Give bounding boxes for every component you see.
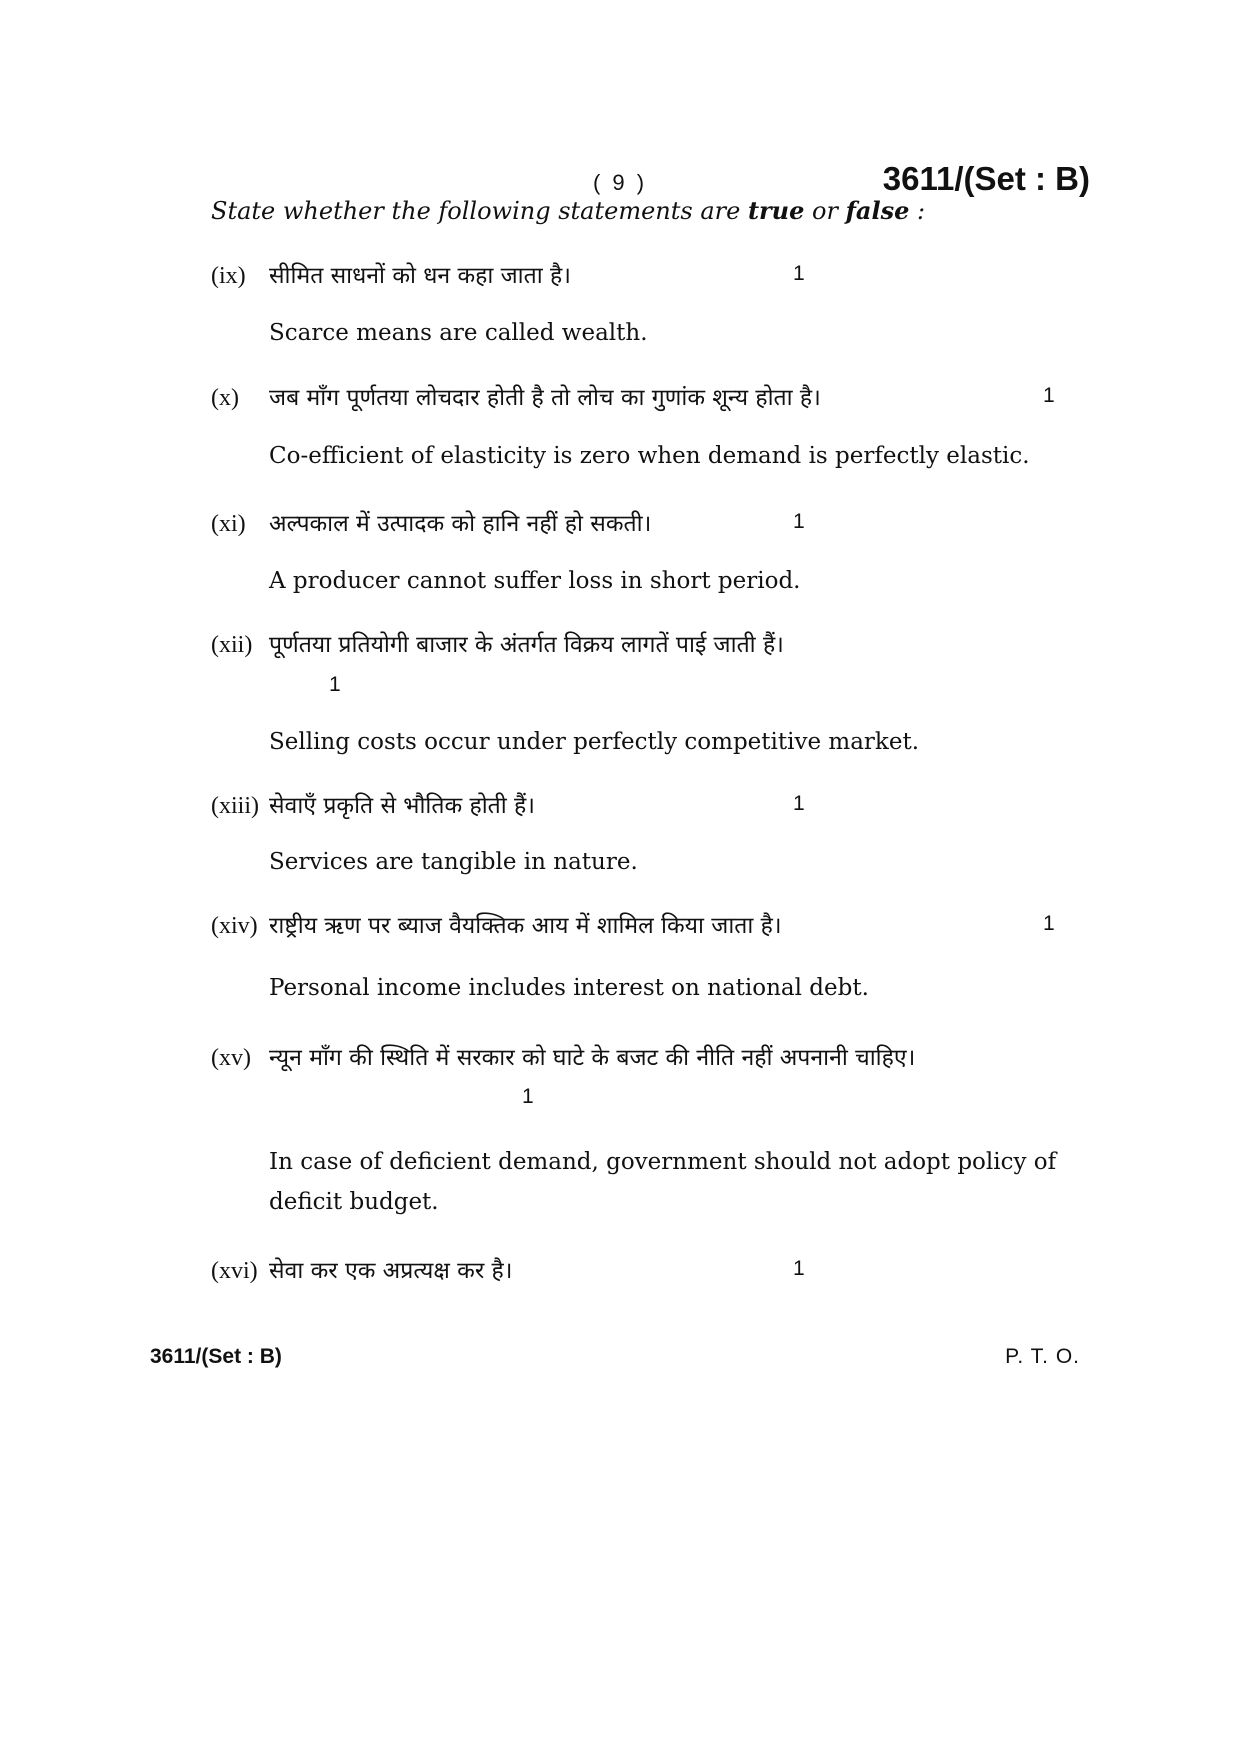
question-english: A producer cannot suffer loss in short period. [269,568,801,594]
footer-paper-code: 3611/(Set : B) [150,1345,282,1368]
question-hindi [211,627,784,659]
question-marks: 1 [793,262,805,285]
question-marks: 1 [793,510,805,533]
question-hindi-text: सेवाएँ प्रकृति से भौतिक होती हैं। [269,793,535,819]
question-hindi [211,1253,512,1285]
question-number: (ix) [211,263,246,289]
question-number: (xiv) [211,913,258,939]
instruction [211,196,925,225]
question-number: (xi) [211,511,246,537]
paper-code-header: 3611/(Set : B) [882,160,1090,197]
question-hindi [211,1040,915,1072]
question-number: (xvi) [211,1258,258,1284]
question-marks: 1 [522,1085,534,1108]
question-hindi-text: पूर्णतया प्रतियोगी बाजार के अंतर्गत विक्रय लागतें पाई जाती हैं। [269,632,784,658]
question-hindi [211,506,651,538]
question-number: (xiii) [211,793,259,819]
question-hindi [211,380,821,412]
question-english: In case of deficient demand, government should not adopt policy of deficit budget. [269,1149,1057,1215]
question-marks: 1 [1043,384,1055,407]
question-hindi [211,788,535,820]
question-hindi [211,258,571,290]
footer-pto: P. T. O. [1005,1345,1080,1368]
question-number: (x) [211,385,239,411]
question-marks: 1 [1043,912,1055,935]
page-number: ( 9 ) [592,170,648,195]
question-english: Services are tangible in nature. [269,849,638,875]
question-english: Selling costs occur under perfectly competitive market. [269,729,920,755]
question-english: Personal income includes interest on national debt. [269,975,869,1001]
instruction-suffix: : [909,197,926,225]
question-number: (xii) [211,632,253,658]
question-hindi-text: न्यून माँग की स्थिति में सरकार को घाटे के बजट की नीति नहीं अपनानी चाहिए। [269,1045,916,1071]
question-marks: 1 [793,1257,805,1280]
instruction-false: false [845,196,910,225]
question-marks: 1 [329,673,341,696]
question-hindi-text: अल्पकाल में उत्पादक को हानि नहीं हो सकती। [269,511,652,537]
question-number: (xv) [211,1045,251,1071]
question-english: Scarce means are called wealth. [269,320,648,346]
question-hindi-text: जब माँग पूर्णतया लोचदार होती है तो लोच का गुणांक शून्य होता है। [269,385,821,411]
question-hindi-text: सेवा कर एक अप्रत्यक्ष कर है। [269,1258,513,1284]
instruction-true: true [747,196,805,225]
question-hindi-text: राष्ट्रीय ऋण पर ब्याज वैयक्तिक आय में शामिल किया जाता है। [269,913,782,939]
question-marks: 1 [793,792,805,815]
question-hindi [211,908,782,940]
instruction-middle: or [804,197,846,225]
instruction-prefix: State whether the following statements are [211,197,748,225]
question-english: Co-efficient of elasticity is zero when demand is perfectly elastic. [269,443,1030,469]
question-hindi-text: सीमित साधनों को धन कहा जाता है। [269,263,571,289]
